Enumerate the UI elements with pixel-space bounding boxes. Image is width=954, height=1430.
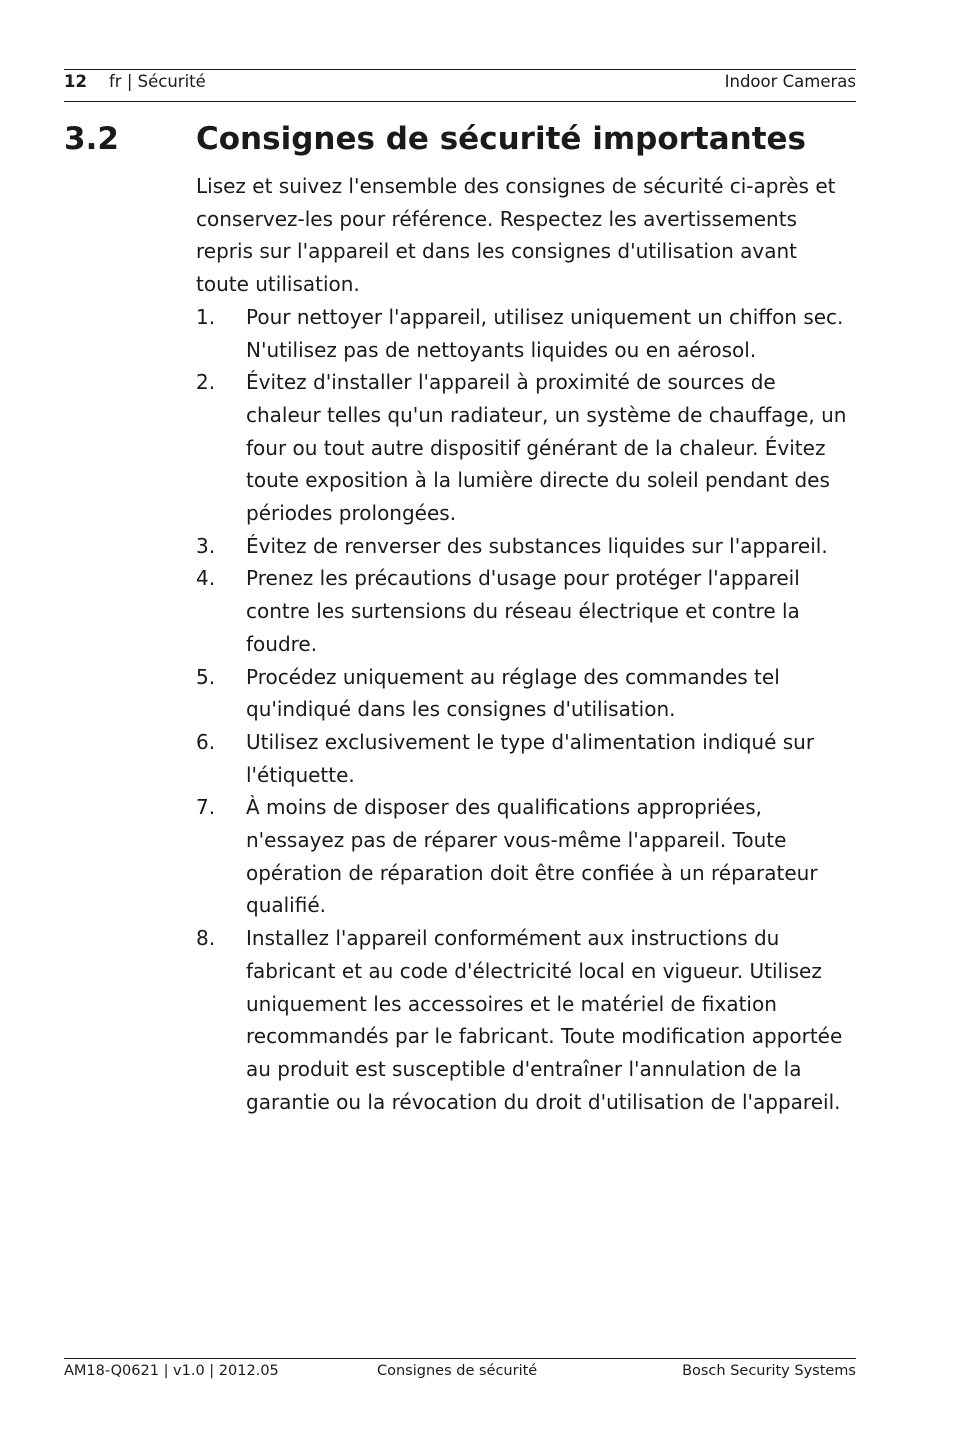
list-item-text: Procédez uniquement au réglage des commandes tel qu'indiqué dans les consignes d'utilisation. xyxy=(246,664,780,722)
header-bottom-rule xyxy=(64,101,856,102)
footer-chapter: Consignes de sécurité xyxy=(377,1363,538,1379)
section-title: Consignes de sécurité importantes xyxy=(196,121,807,157)
list-item-number: 4. xyxy=(196,566,216,591)
list-item xyxy=(196,661,856,726)
intro-paragraph: Lisez et suivez l'ensemble des consignes de sécurité ci-après et conservez-les pour référence. Respectez les avertissements repris sur l'appareil et dans les consignes d'utilisation avant toute utilisation. xyxy=(196,174,836,297)
list-item-number: 8. xyxy=(196,926,216,951)
page-header xyxy=(64,70,856,94)
list-item xyxy=(196,922,856,1118)
list-item-text: Évitez de renverser des substances liquides sur l'appareil. xyxy=(246,533,828,558)
footer-company: Bosch Security Systems xyxy=(682,1363,856,1379)
section-content xyxy=(196,170,856,1118)
list-item-text: Installez l'appareil conformément aux instructions du fabricant et au code d'électricité local en vigueur. Utilisez uniquement les accessoires et le matériel de fixation recommandés par le fabricant. Toute modification apportée au produit est susceptible d'entraîner l'annulation de la garantie ou la révocation du droit d'utilisation de l'appareil. xyxy=(246,926,843,1114)
list-item-number: 2. xyxy=(196,370,216,395)
page-number: 12 xyxy=(64,72,87,91)
list-item-text: Prenez les précautions d'usage pour protéger l'appareil contre les surtensions du réseau électrique et contre la foudre. xyxy=(246,566,800,656)
list-item-text: Utilisez exclusivement le type d'alimentation indiqué sur l'étiquette. xyxy=(246,729,815,787)
list-item-text: À moins de disposer des qualifications appropriées, n'essayez pas de réparer vous-même l'appareil. Toute opération de réparation doit être confiée à un réparateur qualifié. xyxy=(246,795,818,918)
list-item-number: 6. xyxy=(196,729,216,754)
section-number: 3.2 xyxy=(64,121,119,157)
safety-list xyxy=(196,301,856,1119)
list-item xyxy=(196,301,856,366)
list-item-number: 7. xyxy=(196,795,216,820)
header-product: Indoor Cameras xyxy=(724,72,856,91)
list-item xyxy=(196,726,856,791)
footer-rule xyxy=(64,1358,856,1359)
list-item-number: 1. xyxy=(196,304,216,329)
footer-doc-ref: AM18-Q0621 | v1.0 | 2012.05 xyxy=(64,1363,279,1379)
page-footer xyxy=(64,1360,856,1382)
header-section: fr | Sécurité xyxy=(109,72,206,91)
list-item-text: Pour nettoyer l'appareil, utilisez uniquement un chiffon sec. N'utilisez pas de nettoyants liquides ou en aérosol. xyxy=(246,304,844,362)
list-item xyxy=(196,530,856,563)
list-item xyxy=(196,366,856,530)
list-item-number: 3. xyxy=(196,533,216,558)
list-item xyxy=(196,562,856,660)
list-item-text: Évitez d'installer l'appareil à proximité de sources de chaleur telles qu'un radiateur, un système de chauffage, un four ou tout autre dispositif générant de la chaleur. Évitez toute exposition à la lumière directe du soleil pendant des périodes prolongées. xyxy=(246,370,847,526)
list-item xyxy=(196,791,856,922)
list-item-number: 5. xyxy=(196,664,216,689)
